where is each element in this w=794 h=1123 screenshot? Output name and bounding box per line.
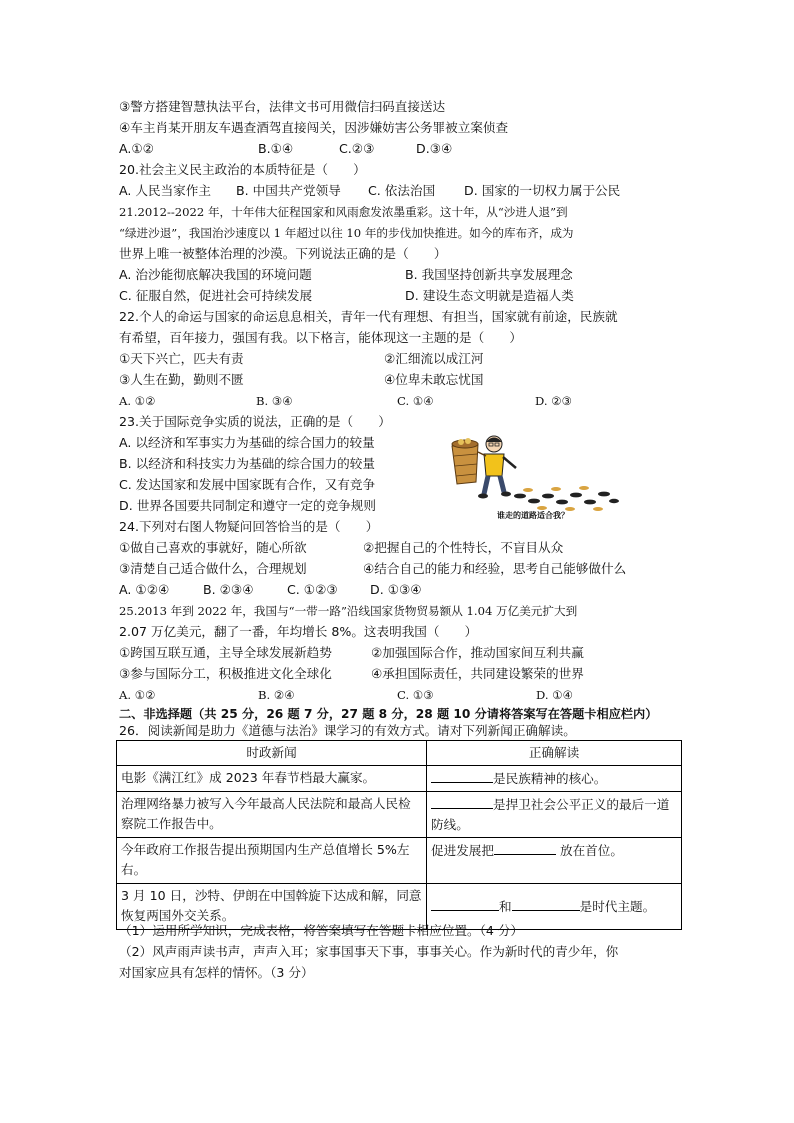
q22-stem-line-1: 22.个人的命运与国家的命运息息相关，青年一代有理想、有担当，国家就有前途，民族就	[119, 309, 618, 324]
q26-sub2-line-2: 对国家应具有怎样的情怀。（3 分）	[119, 965, 314, 980]
q26-sub2-line-1: （2）风声雨声读书声，声声入耳；家事国事天下事，事事关心。作为新时代的青少年，你	[119, 944, 619, 959]
q21-stem-line-3: 世界上唯一被整体治理的沙漠。下列说法正确的是（ ）	[119, 246, 447, 261]
q23-option-a: A. 以经济和军事实力为基础的综合国力的较量	[119, 435, 375, 450]
q21-stem-line-2: “绿进沙退”，我国治沙速度以 1 年超过以往 10 年的步伐加快推进。如今的库布齐，成为	[119, 226, 574, 240]
q19-item-3: ③警方搭建智慧执法平台，法律文书可用微信扫码直接送达	[119, 99, 446, 114]
q19-option-b: B.①④	[258, 141, 294, 156]
q24-option-c: C. ①②③	[287, 582, 338, 597]
table-header-row	[117, 741, 682, 766]
answer-blank	[431, 794, 493, 809]
reading-text: 促进发展把	[431, 843, 494, 858]
q19-option-a: A.①②	[119, 141, 154, 156]
q22-item-1: ①天下兴亡，匹夫有责	[119, 351, 244, 366]
section-2-title: 二、非选择题（共 25 分，26 题 7 分，27 题 8 分，28 题 10 分请将答案写在答题卡相应栏内）	[119, 707, 658, 721]
q21-option-c: C. 征服自然，促进社会可持续发展	[119, 288, 313, 303]
q22-item-2: ②汇细流以成江河	[384, 351, 484, 366]
column-header-news: 时政新闻	[117, 741, 427, 766]
q22-option-d: D. ②③	[535, 394, 573, 408]
q24-option-a: A. ①②④	[119, 582, 170, 597]
q23-option-b: B. 以经济和科技实力为基础的综合国力的较量	[119, 456, 375, 471]
q20-stem: 20.社会主义民主政治的本质特征是（ ）	[119, 162, 366, 177]
q24-option-d: D. ①③④	[370, 582, 422, 597]
q25-stem-line-1: 25.2013 年到 2022 年，我国与“一带一路”沿线国家货物贸易额从 1.04 万亿美元扩大到	[119, 604, 578, 618]
man-figure-icon	[478, 436, 516, 499]
q21-option-a: A. 治沙能彻底解决我国的环境问题	[119, 267, 312, 282]
news-cell: 电影《满江红》成 2023 年春节档最大赢家。	[117, 766, 427, 792]
answer-blank	[494, 840, 556, 855]
q20-option-d: D. 国家的一切权力属于公民	[464, 183, 621, 198]
q22-item-3: ③人生在勤，勤则不匮	[119, 372, 244, 387]
q21-stem-line-1: 21.2012--2022 年，十年伟大征程国家和风雨愈发浓墨重彩。这十年，从“沙进人退”到	[119, 205, 568, 219]
news-cell: 治理网络暴力被写入今年最高人民法院和最高人民检察院工作报告中。	[117, 792, 427, 838]
q22-option-b: B. ③④	[256, 394, 293, 408]
q24-item-1: ①做自己喜欢的事就好，随心所欲	[119, 540, 307, 555]
q22-option-c: C. ①④	[397, 394, 434, 408]
walking-man-cartoon	[448, 432, 623, 520]
table-row	[117, 766, 682, 792]
q25-stem-line-2: 2.07 万亿美元，翻了一番，年均增长 8%。这表明我国（ ）	[119, 624, 478, 639]
answer-blank	[431, 768, 493, 783]
q21-option-d: D. 建设生态文明就是造福人类	[405, 288, 574, 303]
reading-text: 放在首位。	[559, 843, 623, 858]
table-row	[117, 838, 682, 884]
q25-item-1: ①跨国互联互通，主导全球发展新趋势	[119, 645, 332, 660]
q24-item-4: ④结合自己的能力和经验，思考自己能够做什么	[363, 561, 627, 576]
q25-item-3: ③参与国际分工，积极推进文化全球化	[119, 666, 332, 681]
q25-option-d: D. ①④	[536, 688, 574, 702]
q24-stem: 24.下列对右图人物疑问回答恰当的是（ ）	[119, 519, 379, 534]
q23-stem: 23.关于国际竞争实质的说法，正确的是（ ）	[119, 414, 391, 429]
q19-option-c: C.②③	[339, 141, 375, 156]
q25-option-c: C. ①③	[397, 688, 434, 702]
q22-option-a: A. ①②	[119, 394, 156, 408]
reading-text: 是民族精神的核心。	[493, 771, 607, 786]
answer-blank	[512, 896, 580, 911]
q21-option-b: B. 我国坚持创新共享发展理念	[405, 267, 573, 282]
q22-item-4: ④位卑未敢忘忧国	[384, 372, 484, 387]
reading-text: 是捍卫社会公平正义的最后一道防线。	[431, 797, 670, 832]
reading-text: 和	[499, 899, 512, 914]
column-header-reading: 正确解读	[427, 741, 682, 766]
q24-option-b: B. ②③④	[203, 582, 254, 597]
q20-option-c: C. 依法治国	[368, 183, 436, 198]
reading-cell	[427, 838, 682, 884]
q23-option-c: C. 发达国家和发展中国家既有合作，又有竞争	[119, 477, 376, 492]
news-cell: 3 月 10 日，沙特、伊朗在中国斡旋下达成和解，同意恢复两国外交关系。	[117, 884, 427, 930]
news-cell: 今年政府工作报告提出预期国内生产总值增长 5%左右。	[117, 838, 427, 884]
q26-stem: 26．阅读新闻是助力《道德与法治》课学习的有效方式。请对下列新闻正确解读。	[119, 723, 576, 738]
q22-stem-line-2: 有希望，百年接力，强国有我。以下格言，能体现这一主题的是（ ）	[119, 330, 522, 345]
news-table	[116, 740, 682, 930]
q26-sub1: （1）运用所学知识，完成表格，将答案填写在答题卡相应位置。（4 分）	[119, 923, 524, 938]
answer-blank	[431, 896, 499, 911]
q24-item-3: ③清楚自己适合做什么，合理规划	[119, 561, 307, 576]
q24-item-2: ②把握自己的个性特长，不盲目从众	[363, 540, 564, 555]
q19-item-4: ④车主肖某开朋友车遇查酒驾直接闯关，因涉嫌妨害公务罪被立案侦查	[119, 120, 509, 135]
table-row	[117, 792, 682, 838]
basket-icon	[452, 438, 478, 484]
q25-item-2: ②加强国际合作，推动国家间互利共赢	[371, 645, 584, 660]
reading-cell	[427, 792, 682, 838]
q25-option-a: A. ①②	[119, 688, 156, 702]
q20-option-b: B. 中国共产党领导	[236, 183, 341, 198]
reading-cell	[427, 766, 682, 792]
q19-option-d: D.③④	[416, 141, 453, 156]
footprints-icon	[514, 486, 619, 511]
reading-text: 是时代主题。	[579, 899, 656, 914]
q20-option-a: A. 人民当家作主	[119, 183, 211, 198]
q25-item-4: ④承担国际责任，共同建设繁荣的世界	[371, 666, 584, 681]
q23-option-d: D. 世界各国要共同制定和遵守一定的竞争规则	[119, 498, 376, 513]
q25-option-b: B. ②④	[258, 688, 295, 702]
cartoon-caption: 谁走的道路适合我？	[497, 510, 569, 520]
